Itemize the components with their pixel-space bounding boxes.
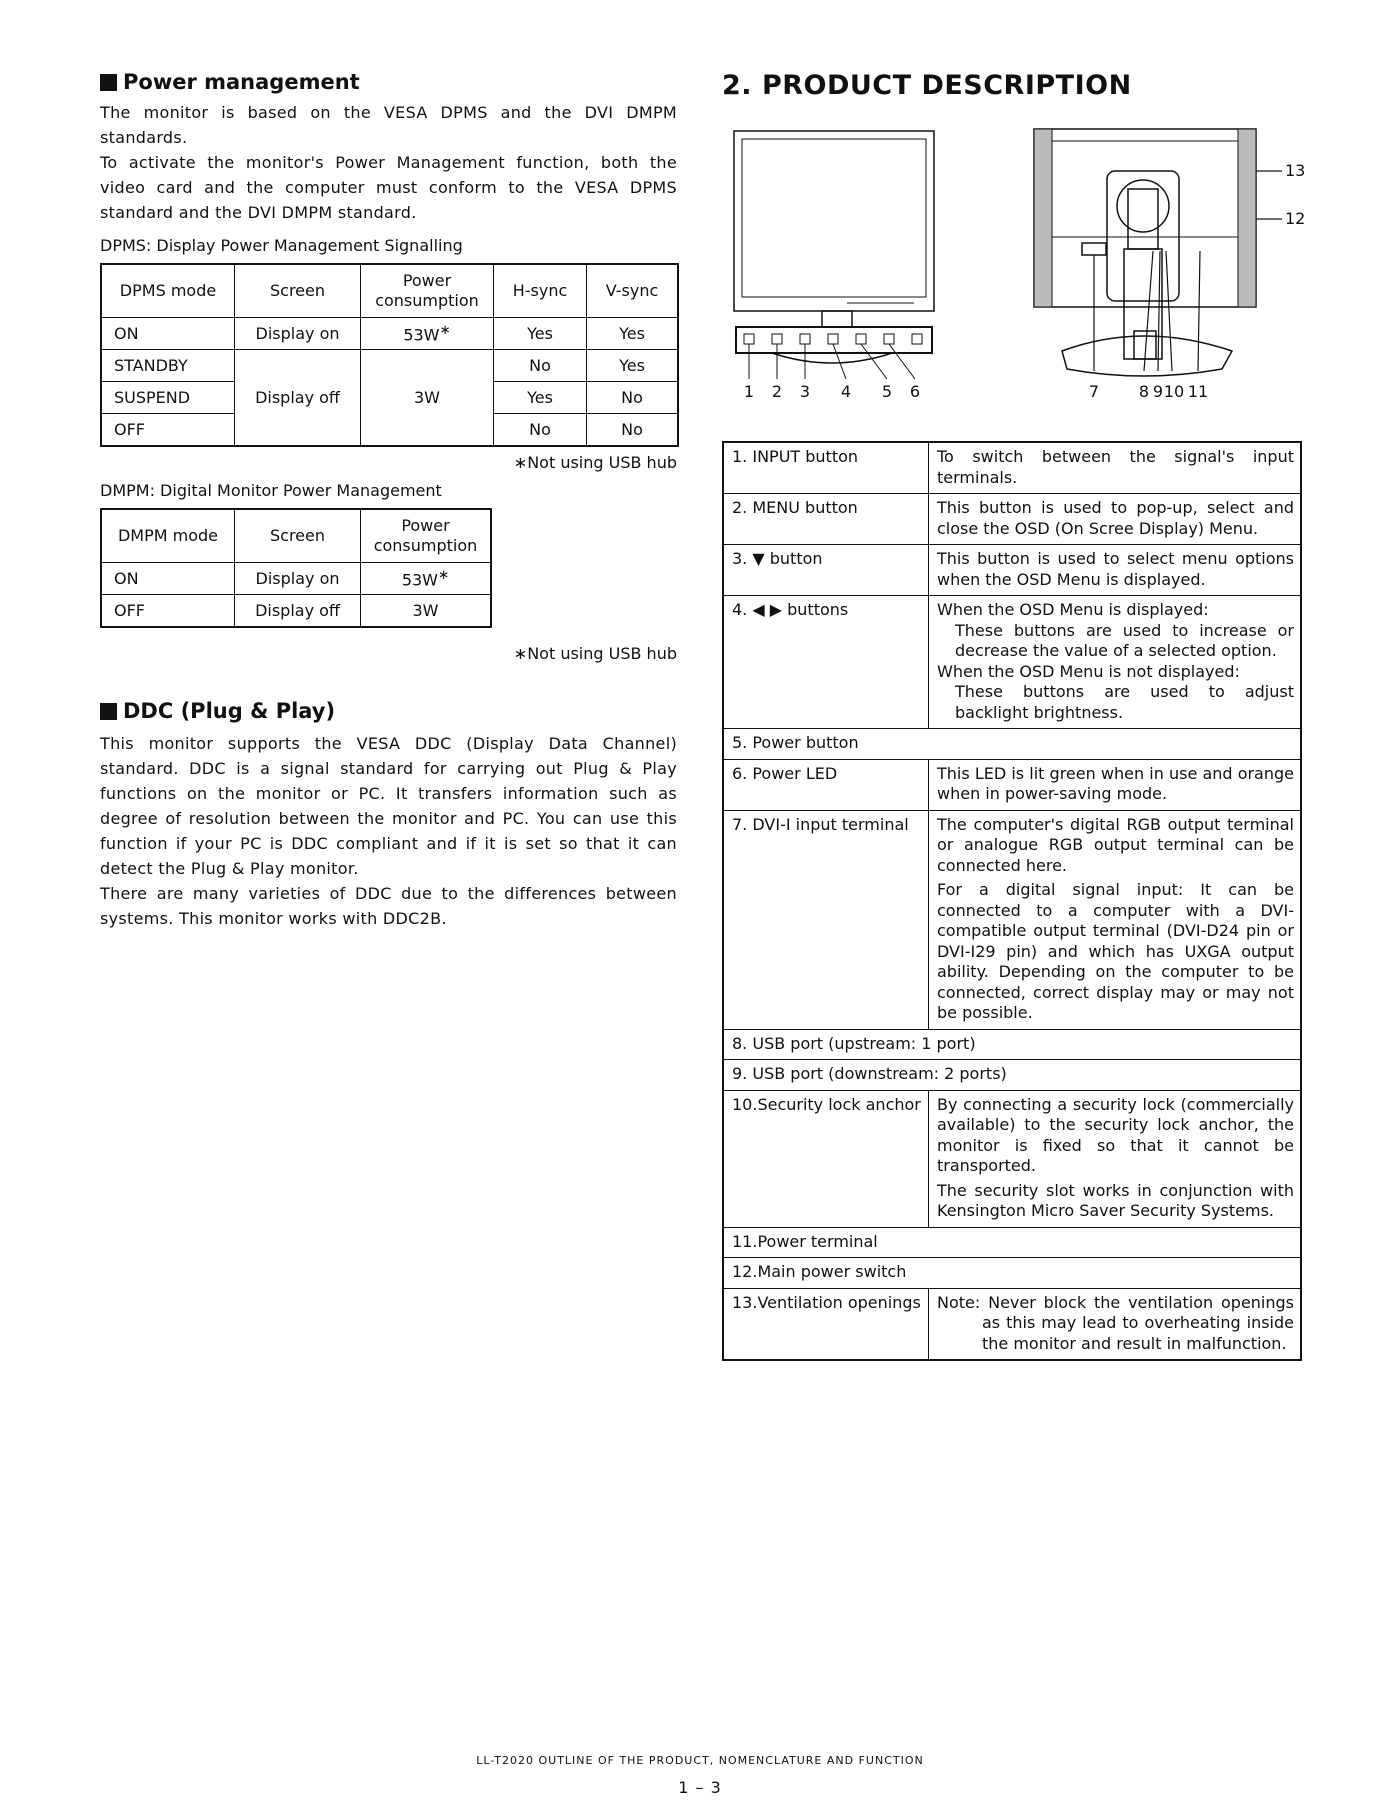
callout-number: 3 (799, 382, 811, 401)
dpms-footnote: ∗Not using USB hub (513, 453, 677, 472)
dmpm-screen: Display on (235, 563, 361, 595)
dpms-screen-merged: Display off (235, 350, 361, 447)
monitor-illustration (722, 111, 1306, 431)
component-description (929, 442, 1302, 494)
dmpm-row-off (101, 595, 491, 628)
component-row (723, 810, 1301, 1029)
dmpm-power (361, 563, 492, 595)
front-leader-line (833, 344, 846, 379)
dmpm-caption: DMPM: Digital Monitor Power Management (100, 481, 442, 500)
component-row (723, 1029, 1301, 1060)
dpms-vsync: No (587, 382, 679, 414)
dpms-mode: STANDBY (101, 350, 235, 382)
front-button-mark (828, 334, 838, 344)
description-paragraph: For a digital signal input: It can be connected to a computer with a DVI-compatible output terminal (DVI-D24 pin or DVI-I29 pin) and which has UXGA output ability. Depending on the computer to be connected, correct display may or may not be possible. (937, 880, 1294, 1022)
description-paragraph: This button is used to select menu options when the OSD Menu is displayed. (937, 549, 1294, 589)
callout-number: 9 (1152, 382, 1164, 401)
ddc-para-2: There are many varieties of DDC due to the differences between systems. This monitor works with DDC2B. (100, 884, 677, 928)
dmpm-mode: ON (101, 563, 235, 595)
page-number: 1 – 3 (678, 1778, 722, 1797)
dpms-hsync: Yes (494, 318, 587, 350)
component-label: 3. ▼ button (723, 545, 929, 596)
dpms-header-row (101, 264, 678, 318)
component-row (723, 1060, 1301, 1091)
dpms-vsync: Yes (587, 318, 679, 350)
callout-number: 12 (1285, 209, 1306, 228)
dmpm-power: 3W (361, 595, 492, 628)
front-leader-line (861, 344, 887, 379)
dmpm-mode: OFF (101, 595, 235, 628)
ddc-title: DDC (Plug & Play) (123, 699, 336, 723)
dpms-row-standby (101, 350, 678, 382)
component-row (723, 1227, 1301, 1258)
front-button-row (744, 334, 922, 379)
component-label: 13.Ventilation openings (723, 1288, 929, 1360)
dpms-header-hsync: H-sync (494, 264, 587, 318)
dpms-screen: Display on (235, 318, 361, 350)
component-label: 2. MENU button (723, 494, 929, 545)
dmpm-row-on (101, 563, 491, 595)
component-label: 1. INPUT button (723, 442, 929, 494)
front-button-mark (744, 334, 754, 344)
dmpm-footnote: ∗Not using USB hub (513, 644, 677, 663)
component-description (929, 596, 1302, 729)
dmpm-header-power: Power consumption (361, 509, 492, 563)
dpms-header-screen: Screen (235, 264, 361, 318)
asterisk-mark: ∗ (438, 567, 450, 583)
callout-number: 5 (881, 382, 893, 401)
component-description (929, 1090, 1302, 1227)
dmpm-power-value: 53W (401, 570, 438, 590)
power-management-title: Power management (123, 70, 360, 94)
left-column (100, 70, 677, 931)
component-row (723, 596, 1301, 729)
callout-number: 6 (909, 382, 921, 401)
dpms-mode: OFF (101, 414, 235, 447)
square-bullet-icon (100, 703, 117, 720)
component-description (929, 810, 1302, 1029)
dpms-power-merged: 3W (361, 350, 494, 447)
component-label: 6. Power LED (723, 759, 929, 810)
component-row (723, 1258, 1301, 1289)
dpms-vsync: No (587, 414, 679, 447)
callout-number: 13 (1285, 161, 1306, 180)
power-para-1: The monitor is based on the VESA DPMS and the DVI DMPM standards. (100, 103, 677, 147)
dpms-power-value: 53W (403, 325, 440, 345)
component-table (722, 441, 1302, 1361)
description-paragraph: When the OSD Menu is displayed: (937, 600, 1209, 619)
callout-number: 2 (771, 382, 783, 401)
dmpm-header-mode: DMPM mode (101, 509, 235, 563)
dpms-mode: SUSPEND (101, 382, 235, 414)
dmpm-header-row (101, 509, 491, 563)
description-paragraph: To switch between the signal's input terminals. (937, 447, 1294, 487)
description-paragraph: When the OSD Menu is not displayed: (937, 661, 1240, 681)
dpms-mode: ON (101, 318, 235, 350)
ddc-para-1: This monitor supports the VESA DDC (Display Data Channel) standard. DDC is a signal standard for carrying out Plug & Play functions on the monitor or PC. It transfers information such as degree of resolution between the monitor and PC. You can use this function if your PC is DDC compliant and if it is set so that it can detect the Plug & Play monitor. (100, 734, 677, 878)
component-description (929, 1288, 1302, 1360)
description-paragraph: This button is used to pop-up, select and close the OSD (On Scree Display) Menu. (937, 498, 1294, 538)
description-paragraph: The computer's digital RGB output terminal or analogue RGB output terminal can be connected here. (937, 814, 1294, 875)
callout-number: 1 (743, 382, 755, 401)
front-button-mark (800, 334, 810, 344)
dpms-header-power: Power consumption (361, 264, 494, 318)
dpms-table (100, 263, 679, 447)
dpms-hsync: Yes (494, 382, 587, 414)
component-label: 11.Power terminal (723, 1227, 1301, 1258)
dpms-header-mode: DPMS mode (101, 264, 235, 318)
dpms-power (361, 318, 494, 350)
callout-labels (744, 161, 1305, 401)
square-bullet-icon (100, 74, 117, 91)
footer-running-title: LL-T2020 OUTLINE OF THE PRODUCT, NOMENCLATURE AND FUNCTION (476, 1754, 924, 1767)
component-label: 8. USB port (upstream: 1 port) (723, 1029, 1301, 1060)
dpms-vsync: Yes (587, 350, 679, 382)
description-paragraph: These buttons are used to increase or decrease the value of a selected option. (955, 620, 1294, 660)
monitor-back-view (1034, 129, 1256, 376)
callout-number: 10 (1163, 382, 1185, 401)
dmpm-screen: Display off (235, 595, 361, 628)
component-row (723, 442, 1301, 494)
description-paragraph: These buttons are used to adjust backlight brightness. (955, 682, 1294, 722)
component-label: 9. USB port (downstream: 2 ports) (723, 1060, 1301, 1091)
component-row (723, 545, 1301, 596)
component-row (723, 1288, 1301, 1360)
component-description (929, 759, 1302, 810)
power-para-2: To activate the monitor's Power Management function, both the video card and the computer must conform to the VESA DPMS standard and the DVI DMPM standard. (100, 153, 677, 222)
front-button-mark (856, 334, 866, 344)
component-row (723, 759, 1301, 810)
asterisk-mark: ∗ (439, 322, 451, 338)
description-paragraph: By connecting a security lock (commercially available) to the security lock anchor, the monitor is fixed so that it cannot be transported. (937, 1094, 1294, 1175)
product-description-title: 2. PRODUCT DESCRIPTION (722, 70, 1132, 101)
component-description (929, 545, 1302, 596)
front-button-mark (912, 334, 922, 344)
component-label: 7. DVI-I input terminal (723, 810, 929, 1029)
right-column (722, 70, 1306, 1361)
ddc-heading (100, 699, 677, 723)
callout-number: 7 (1088, 382, 1100, 401)
front-button-mark (772, 334, 782, 344)
dpms-header-vsync: V-sync (587, 264, 679, 318)
dpms-row-on (101, 318, 678, 350)
dmpm-table (100, 508, 492, 628)
monitor-front-view (734, 131, 934, 363)
callout-number: 4 (840, 382, 852, 401)
component-row (723, 494, 1301, 545)
description-paragraph: This LED is lit green when in use and orange when in power-saving mode. (937, 763, 1294, 803)
component-row (723, 729, 1301, 760)
description-paragraph: Note: Never block the ventilation openings as this may lead to overheating inside the monitor and result in malfunction. (937, 1292, 1294, 1353)
component-label: 4. ◀ ▶ buttons (723, 596, 929, 729)
front-leader-line (889, 344, 915, 379)
callout-number: 11 (1187, 382, 1209, 401)
component-label: 12.Main power switch (723, 1258, 1301, 1289)
dpms-hsync: No (494, 350, 587, 382)
dpms-hsync: No (494, 414, 587, 447)
component-label: 10.Security lock anchor (723, 1090, 929, 1227)
dpms-caption: DPMS: Display Power Management Signalling (100, 236, 463, 255)
front-button-mark (884, 334, 894, 344)
dmpm-header-screen: Screen (235, 509, 361, 563)
component-description (929, 494, 1302, 545)
power-management-heading (100, 70, 677, 94)
component-label: 5. Power button (723, 729, 1301, 760)
description-paragraph: The security slot works in conjunction with Kensington Micro Saver Security Systems. (937, 1180, 1294, 1220)
component-row (723, 1090, 1301, 1227)
callout-number: 8 (1138, 382, 1150, 401)
